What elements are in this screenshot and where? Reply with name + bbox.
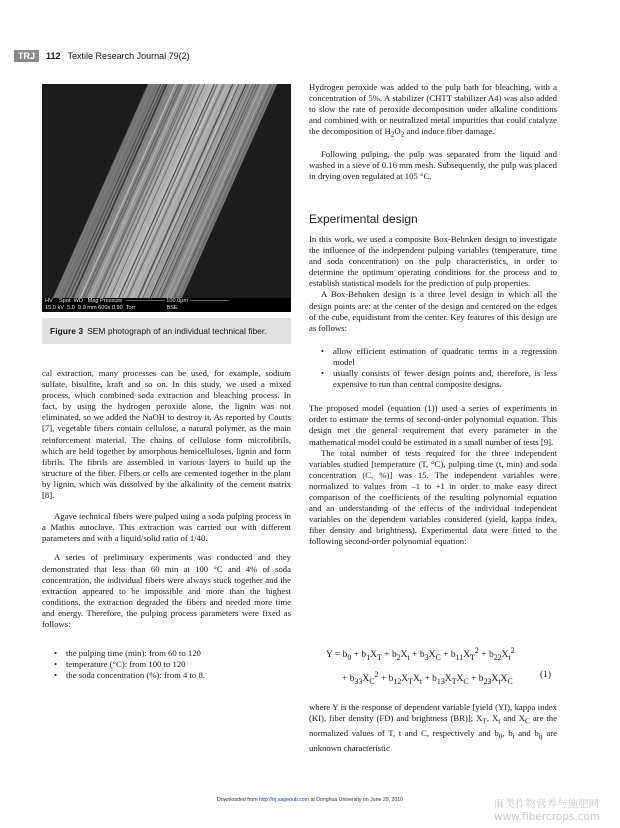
list-item: • the pulping time (min): from 60 to 120 bbox=[42, 648, 291, 659]
list-item: • the soda concentration (%): from 4 to 8. bbox=[42, 670, 291, 681]
sem-data-line-1: HV Spot WD Mag Pressure ——————— 100.0μm ——————— bbox=[45, 298, 229, 304]
left-paragraph-1: cal extraction, many processes can be used, for example, sodium sulfate, bisulfite, kraft and so on. In this study, we used a mixed process, which combined soda extraction and bleaching process. In fact, by using the hydrogen peroxide alone, the lignin was not eliminated, so we added the NaOH to destroy it. As reported by Coutts [7], vegetable fibers contain cellulose, a natural polymer, as the main reinforcement material. The chains of cellulose form microfibrils, which are held together by amorphous hemicelluloses, lignin and form fibrils. The fibrils are assembled in various layers to build up the structure of the fiber. Fibers or cells are cemented together in the plant by lignin, which was dissolved by the alkalinity of the cement matrix [8]. bbox=[42, 368, 291, 501]
list-item: • temperature (°C): from 100 to 120 bbox=[42, 659, 291, 670]
right-column-middle bbox=[309, 234, 557, 547]
watermark bbox=[494, 798, 600, 824]
right-column-top bbox=[309, 82, 557, 182]
download-footer: Downloaded from http://trj.sagepub.com at Donghua University on June 29, 2010 bbox=[216, 797, 404, 803]
design-features-list bbox=[309, 346, 557, 390]
right-paragraph-4: A Box-Behnken design is a three level design in which all the design points are: at the center of the design and centered on the edges of the cube, equidistant from the center. Key features of this design are as follows: bbox=[309, 289, 557, 333]
list-item: • allow efficient estimation of quadratic terms in a regression model bbox=[309, 346, 557, 368]
figure-caption bbox=[42, 318, 291, 344]
right-paragraph-1: Hydrogen peroxide was added to the pulp bath for bleaching, with a concentration of 5%. A stabilizer (CHTT stabilizer A4) was also added to slow the rate of peroxide decomposition under alkaline conditions and combined with or neutralized metal impurities that could catalyze the decomposition of $H_2O_2$ and induce fiber damage. bbox=[309, 82, 557, 140]
equation-number: (1) bbox=[540, 670, 552, 680]
right-paragraph-5: The proposed model (equation (1)) used a series of experiments in order to estimate the terms of second-order polynomial equation. This design met the general requirement that every parameter in the mathematical model could be estimated in a small number of tests [9]. bbox=[309, 403, 557, 447]
sem-data-line-2: 15.0 kV 5.0 9.9 mm 600x 0.90 Torr BSE bbox=[45, 305, 178, 311]
list-item: • usually consists of fewer design points and, therefore, is less expensive to run than central composite designs. bbox=[309, 368, 557, 390]
left-paragraph-2: Agave technical fibers were pulped using a soda pulping process in a Mathis autoclave. This extraction was carried out with different parameters and with a liquid/solid ratio of 1/40. bbox=[42, 511, 291, 544]
sem-fiber-image bbox=[42, 84, 291, 298]
journal-title: Textile Research Journal 79(2) bbox=[67, 51, 190, 61]
watermark-line-1: 麻类作物营养与施肥网 bbox=[494, 798, 599, 810]
sem-photograph bbox=[42, 84, 291, 312]
footer-link[interactable]: http://trj.sagepub.com bbox=[259, 797, 309, 803]
page-number: 112 bbox=[46, 51, 61, 61]
right-paragraph-2: Following pulping, the pulp was separated from the liquid and washed in a sieve of 0.16 mm mesh. Subsequently, the pulp was placed in drying oven regulated at 105 °C. bbox=[309, 149, 557, 182]
right-column-bottom bbox=[309, 702, 557, 754]
pulping-parameters-list bbox=[42, 648, 291, 681]
sem-data-bar bbox=[42, 298, 291, 312]
section-heading: Experimental design bbox=[309, 212, 418, 226]
right-paragraph-3: In this work, we used a composite Box-Behnken design to investigate the influence of the independent pulping variables (temperature, time and soda concentration) on the pulp characteristics, in order to determine the optimum operating conditions for the process and to establish statistical models for the prediction of pulp properties. bbox=[309, 234, 557, 289]
caption-text: SEM photograph of an individual technical fiber. bbox=[87, 326, 267, 336]
right-paragraph-7: where Y is the response of dependent variable [yield (YI), kappa index (KI), fiber density (FD) and brightness (BR)]; $X_T$, $X_t$ and $X_C$ are the normalized values of T, t and C, respectively and $b_0$, $b_i$ and $b_{ij}$ are unknown characteristic bbox=[309, 702, 558, 753]
left-column bbox=[42, 368, 291, 681]
watermark-line-2: www.fibercrops.com bbox=[494, 811, 601, 823]
journal-badge: TRJ bbox=[14, 50, 39, 62]
caption-label: Figure 3 bbox=[50, 326, 84, 336]
equation-line-2: + $b_{33}X_C^2 + b_{12}X_TX_t + b_{13}X_TX_C + b_{23}X_tX_C$ bbox=[342, 670, 513, 687]
running-header bbox=[14, 50, 190, 62]
left-paragraph-3: A series of preliminary experiments was conducted and they demonstrated that less than 60 min at 100 °C and 4% of soda concentration, the individual fibers were always stuck together and the extraction appeared to be impossible and more than the highest conditions, the extraction degraded the fibers and needed more time and energy. Therefore, the pulping process parameters were fixed as follows: bbox=[42, 552, 291, 629]
right-paragraph-6: The total number of tests required for the three independent variables studied [temperature (T, °C), pulping time (t, min) and soda concentration (C, %)] was 15. The independent variables were normalized to values from –1 to +1 in order to make easy direct comparison of the coefficients of the resulting polynomial equation and an understanding of the effects of the individual independent variables on the dependent variables considered (yield, kappa index, fiber density and brightness). Experimental data were fitted to the following second-order polynomial equation: bbox=[309, 447, 557, 547]
equation-line-1: $Y = b_0 + b_1X_T + b_2X_t + b_3X_C + b_{11}X_T^2 + b_{22}X_t^2$ bbox=[326, 646, 515, 663]
